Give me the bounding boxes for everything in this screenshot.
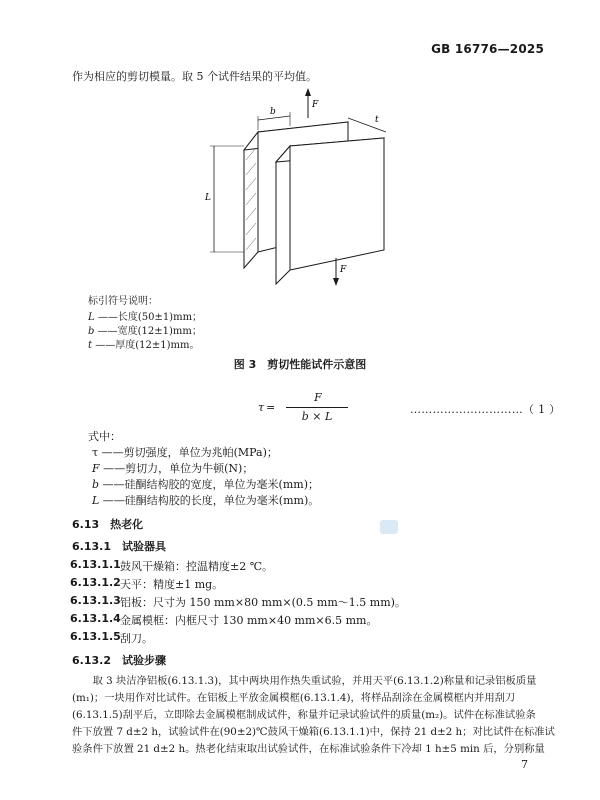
legend-row-length: L ——长度(50±1)mm； [88,312,203,323]
front-plate-front [290,138,384,270]
item-text: 铝板：尺寸为 150 mm×80 mm×(0.5 mm～1.5 mm)。 [120,596,406,609]
where-label: 式中： [88,430,121,443]
standard-number: GB 16776—2025 [431,42,544,56]
paragraph-line: 取 3 块洁净铝板(6.13.1.3)，其中两块用作热失重试验，并用天平(6.13.1.2)称量和记录铝板质量 [72,675,537,687]
intro-line: 作为相应的剪切模量。取 5 个试件结果的平均值。 [72,70,317,83]
page-number: 7 [521,758,528,771]
legend-row-width: b ——宽度(12±1)mm； [88,326,202,337]
back-plate-side [244,132,258,268]
item-text: 天平：精度±1 mg。 [120,578,224,591]
figure-caption: 图 3 剪切性能试件示意图 [233,358,367,371]
section-heading: 6.13 热老化 [72,518,144,531]
formula-numerator: F [314,391,322,404]
dim-label-b: b [270,107,276,117]
item-number: 6.13.1.3 [70,594,121,607]
paragraph-line: 件下放置 7 d±2 h，试验试件在(90±2)℃鼓风干燥箱(6.13.1.1)中，保持 21 d±2 h；对比试件在标准试 [72,726,555,738]
item-number: 6.13.1.4 [70,612,121,625]
variable-row-tau: τ ——剪切强度，单位为兆帕(MPa)； [92,446,278,459]
dim-label-t: t [375,115,379,125]
item-number: 6.13.1.1 [70,558,121,571]
watermark-badge [380,520,398,534]
shear-specimen-figure [200,86,430,286]
dim-label-L: L [205,193,211,203]
formula-equals: = [266,401,276,414]
force-label-top: F [312,100,319,110]
legend-title: 标引符号说明： [88,296,158,307]
formula-denominator: b × L [301,410,333,423]
force-label-bottom: F [340,265,347,275]
variable-row-L: L ——硅酮结构胶的长度，单位为毫米(mm)。 [92,494,320,507]
front-plate-side [276,146,290,284]
item-number: 6.13.1.5 [70,630,121,643]
item-number: 6.13.1.2 [70,576,121,589]
paragraph-line: (6.13.1.5)刮平后，立即除去金属模框制成试件，称量并记录试验试件的质量(m₂)。试件在标准试验条 [72,709,536,721]
item-text: 金属模框：内框尺寸 130 mm×40 mm×6.5 mm。 [120,614,378,627]
legend-row-thickness: t ——厚度(12±1)mm。 [88,340,200,351]
equation-number: …………………………（ 1 ） [410,403,561,416]
paragraph-line: (m₁)；一块用作对比试件。在铝板上平放金属模框(6.13.1.4)，将样品刮涂在金属模框内并用刮刀 [72,692,516,704]
variable-row-F: F ——剪切力，单位为牛顿(N)； [92,462,254,475]
formula-lhs: τ [258,401,265,414]
force-arrowhead-bottom [333,278,339,286]
variable-row-b: b ——硅酮结构胶的宽度，单位为毫米(mm)； [92,478,319,491]
paragraph-line: 验条件下放置 21 d±2 h。热老化结束取出试验试件，在标准试验条件下冷却 1 h±5 min 后，分别称量 [72,743,545,755]
subsection-heading-procedure: 6.13.2 试验步骤 [72,654,166,667]
force-arrowhead-top [305,88,311,96]
subsection-heading-apparatus: 6.13.1 试验器具 [72,540,166,553]
fraction-bar [286,407,348,408]
item-text: 刮刀。 [120,632,153,645]
item-text: 鼓风干燥箱：控温精度±2 ℃。 [120,560,274,573]
